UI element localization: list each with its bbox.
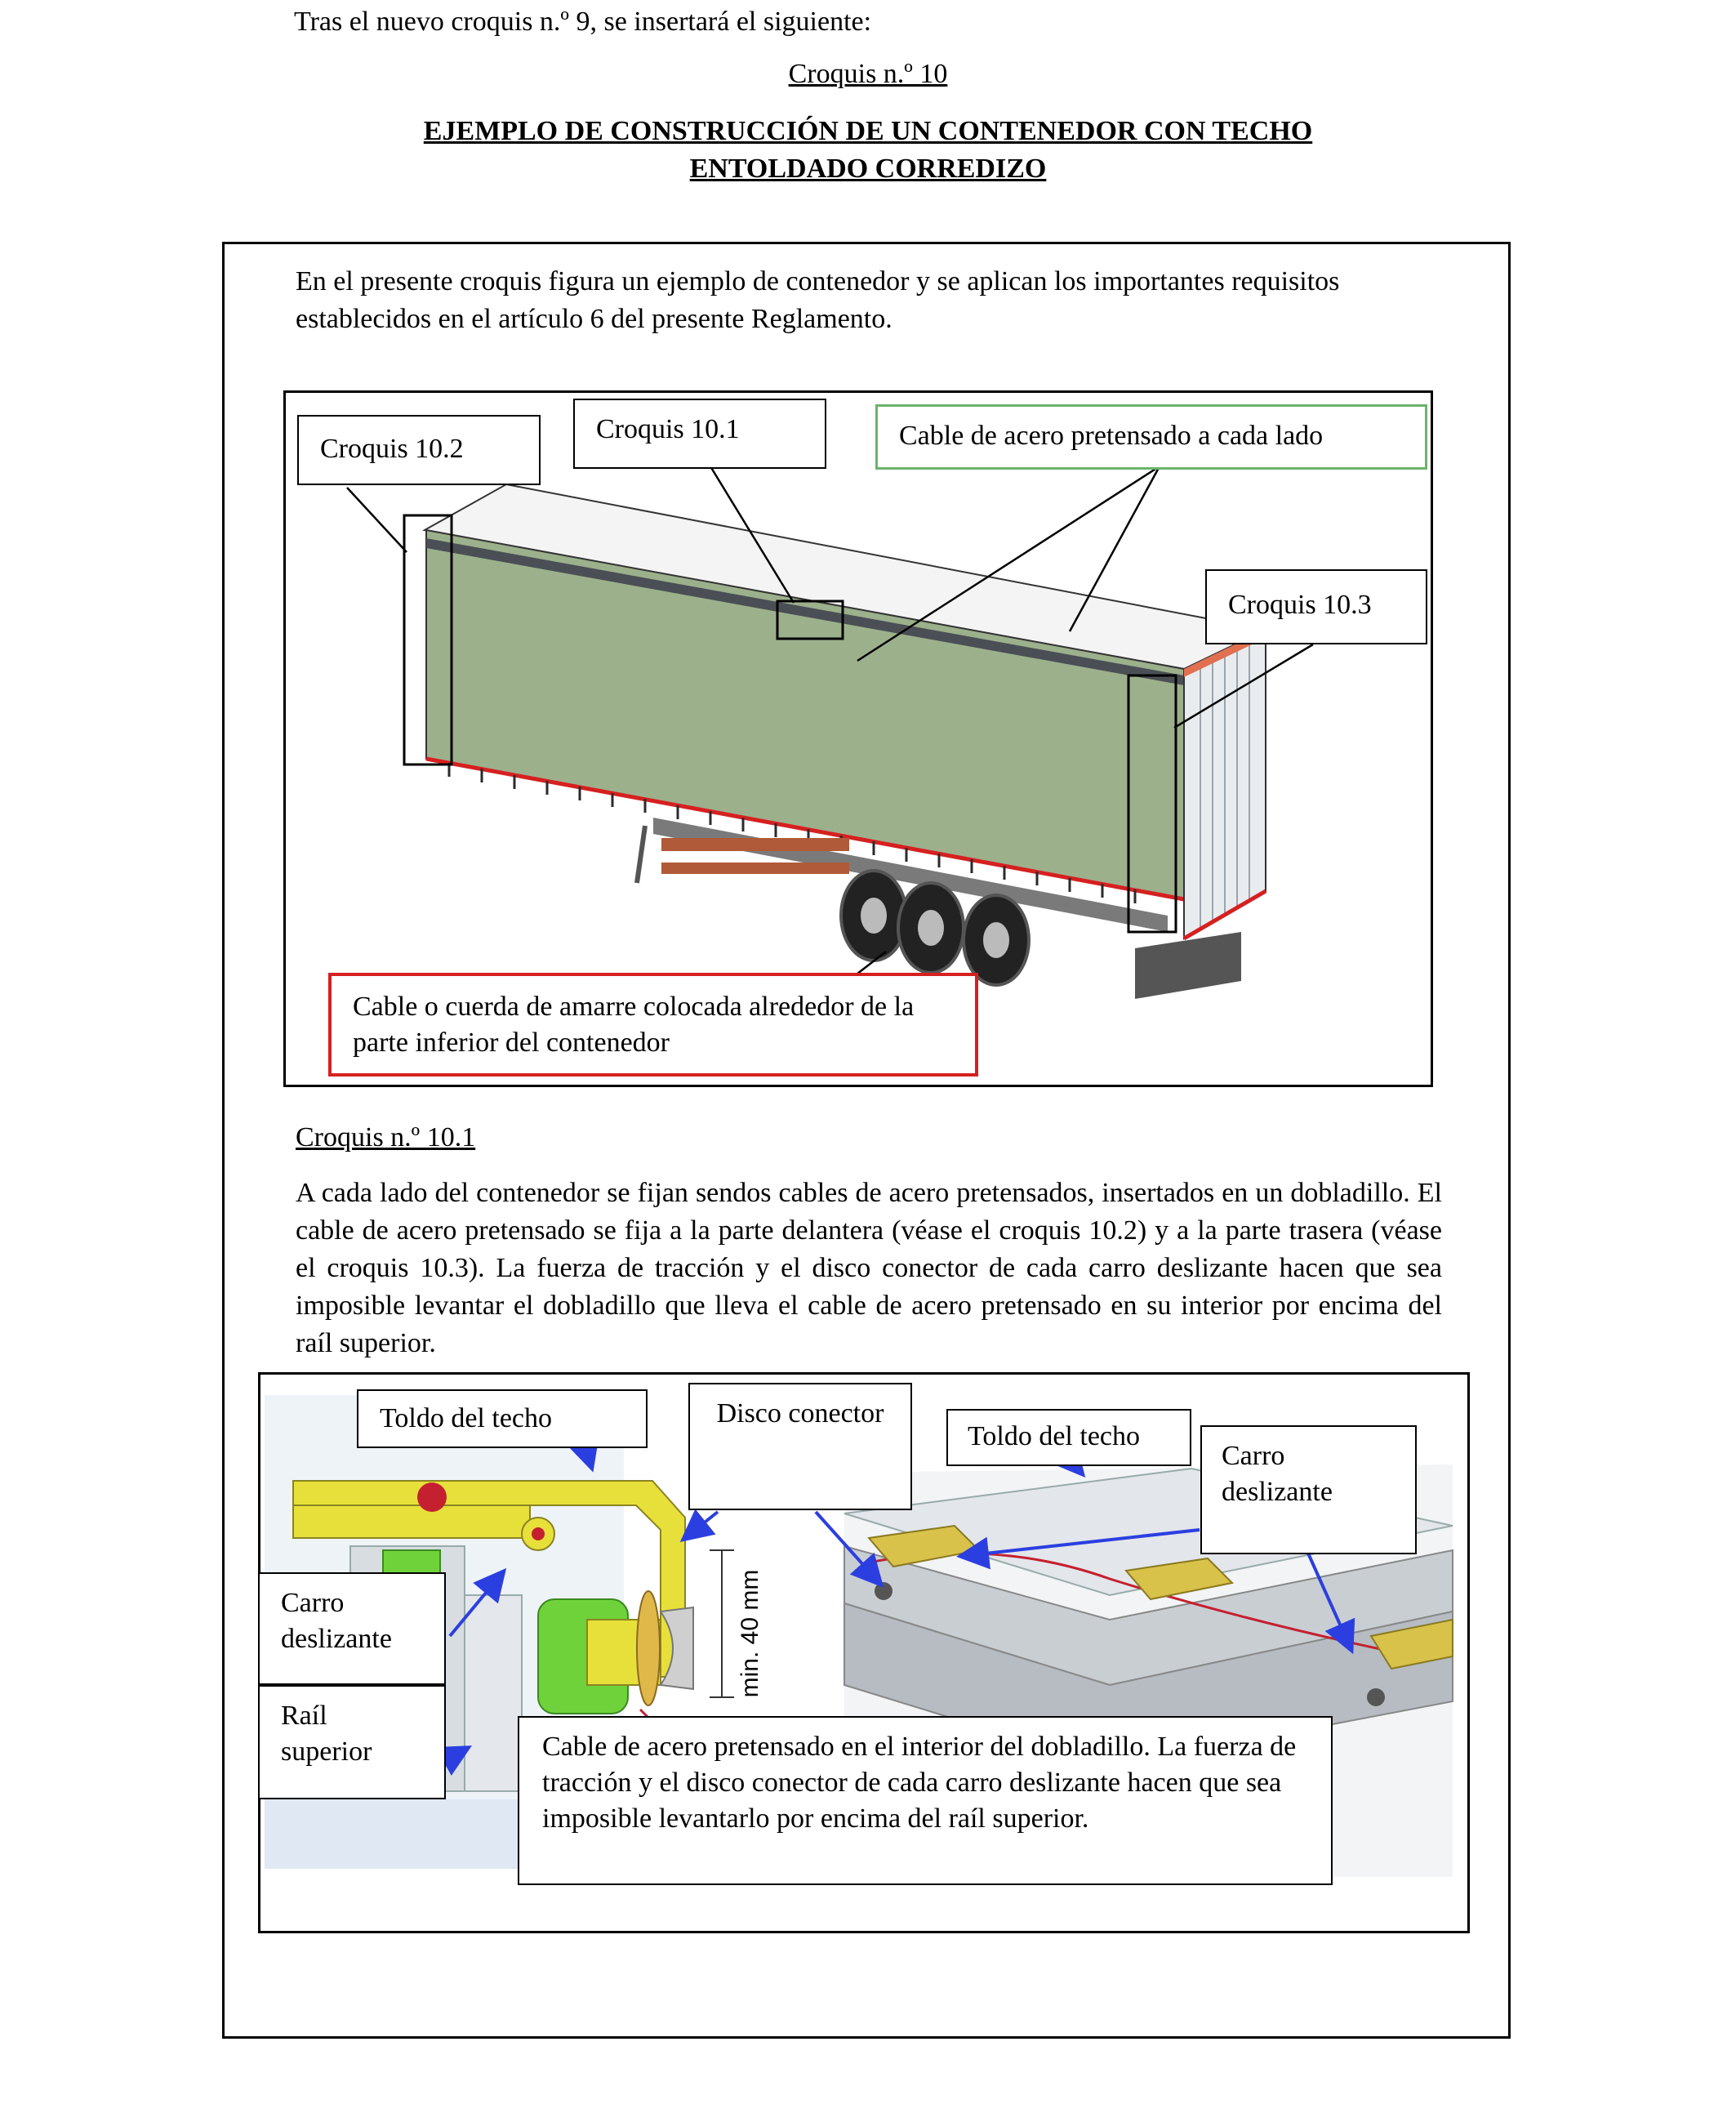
sub-sketch-text: A cada lado del contenedor se fijan sendos cables de acero pretensados, insertados en un dobladillo. El cable de acero pretensado se fija a la parte delantera (véase el croquis 10.2) y a la parte trasera (véase el croquis 10.3). La fuerza de tracción y el disco conector de cada carro deslizante hacen que sea imposible levantar el dobladillo que lleva el cable de acero pretensado en su interior por encima del raíl superior. — [296, 1178, 1442, 1358]
label-lashing-rope: Cable o cuerda de amarre colocada alrededor de la parte inferior del contenedor — [328, 973, 978, 1077]
dimension-label: min. 40 mm — [737, 1569, 763, 1698]
label-roof-tarp-left: Toldo del techo — [357, 1389, 648, 1448]
label-cable-inside-hem: Cable de acero pretensado en el interior del dobladillo. La fuerza de tracción y el disco conector de cada carro deslizante hacen que sea imposible levantarlo por encima del raíl superior. — [518, 1716, 1333, 1885]
label-sliding-carriage-right: Carro deslizante — [1200, 1425, 1417, 1554]
frame-intro-text: En el presente croquis figura un ejemplo de contenedor y se aplican los importantes requisitos establecidos en el artículo 6 del presente Reglamento. — [296, 266, 1340, 334]
heading-line-1: EJEMPLO DE CONSTRUCCIÓN DE UN CONTENEDOR CON TECHO — [423, 116, 1313, 146]
label-prestressed-cable: Cable de acero pretensado a cada lado — [875, 404, 1427, 470]
carriage-figure — [258, 1372, 1470, 1933]
label-croquis-10-2: Croquis 10.2 — [297, 415, 541, 485]
label-connector-disc: Disco conector — [688, 1383, 912, 1510]
heading-line-2: ENTOLDADO CORREDIZO — [689, 154, 1047, 184]
label-top-rail: Raíl superior — [258, 1685, 446, 1799]
label-sliding-carriage-left: Carro deslizante — [258, 1572, 446, 1685]
label-roof-tarp-right: Toldo del techo — [946, 1409, 1191, 1466]
intro-line: Tras el nuevo croquis n.º 9, se insertará el siguiente: — [294, 7, 872, 37]
sub-sketch-title: Croquis n.º 10.1 — [296, 1122, 476, 1152]
sketch-title: Croquis n.º 10 — [788, 59, 948, 89]
label-croquis-10-1: Croquis 10.1 — [573, 399, 826, 469]
trailer-figure — [283, 390, 1433, 1087]
label-croquis-10-3: Croquis 10.3 — [1205, 569, 1427, 644]
